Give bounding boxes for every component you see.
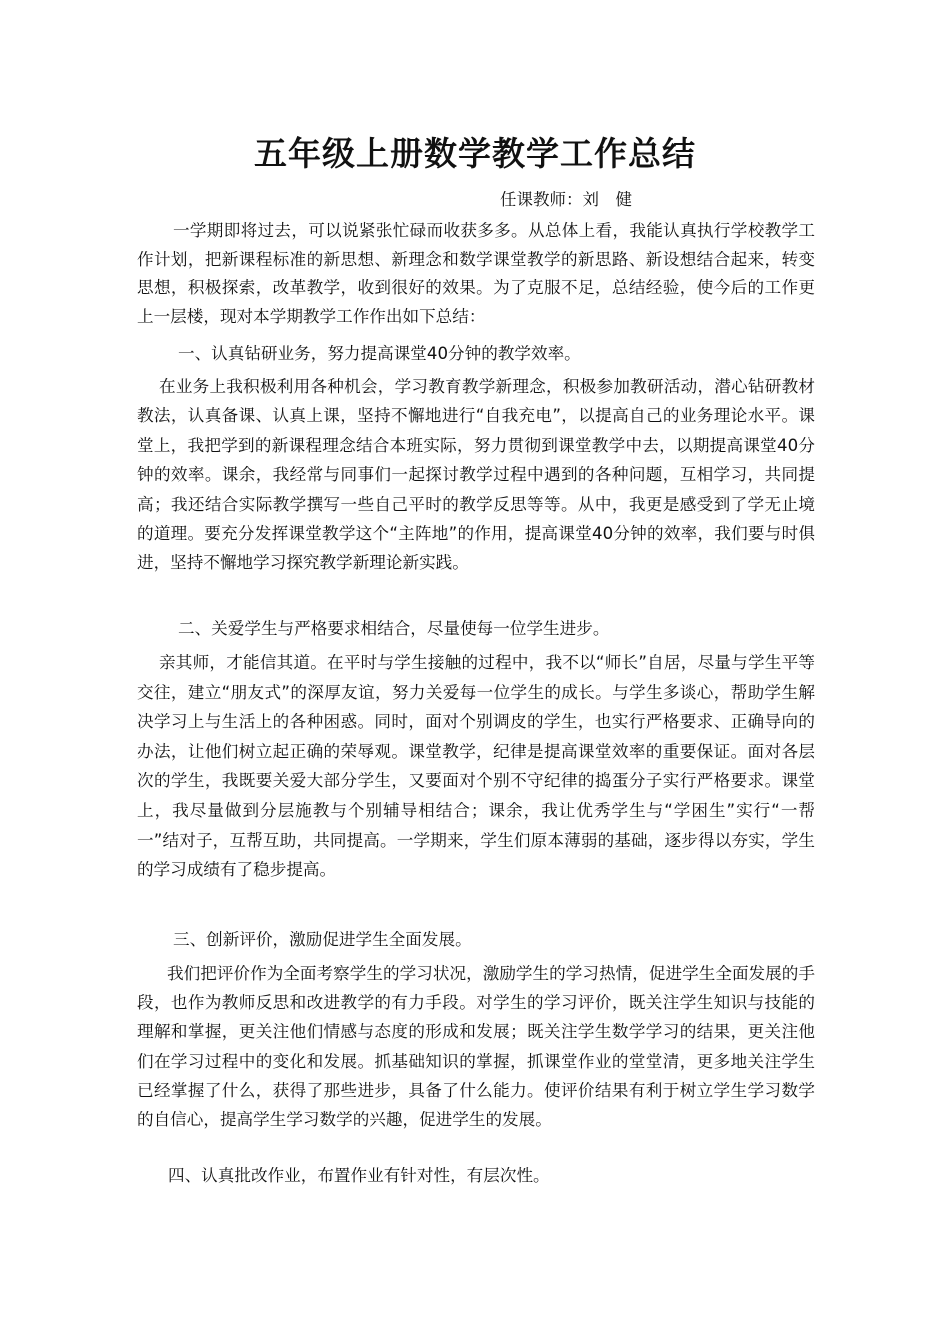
section-3-heading: 三、创新评价，激励促进学生全面发展。: [173, 930, 472, 949]
section-1-heading: 一、认真钻研业务，努力提高课堂40分钟的教学效率。: [178, 344, 581, 363]
section-2-heading: 二、关爱学生与严格要求相结合，尽量使每一位学生进步。: [178, 619, 610, 638]
section-1-body: 在业务上我积极利用各种机会，学习教育教学新理念，积极参加教研活动，潜心钻研教材教法，认真备课、认真上课，坚持不懈地进行“自我充电”，以提高自己的业务理论水平。课堂上，我把学到的新课程理念结合本班实际，努力贯彻到课堂教学中去，以期提高课堂40分钟的效率。课余，我经常与同事们一起探讨教学过程中遇到的各种问题，互相学习，共同提高；我还结合实际教学撰写一些自己平时的教学反思等等。从中，我更是感受到了学无止境的道理。要充分发挥课堂教学这个“主阵地”的作用，提高课堂40分钟的效率，我们要与时俱进，坚持不懈地学习探究教学新理论新实践。: [137, 377, 815, 573]
document-title: 五年级上册数学教学工作总结: [254, 134, 696, 173]
section-4-heading: 四、认真批改作业，布置作业有针对性，有层次性。: [168, 1166, 550, 1185]
section-2-body: 亲其师，才能信其道。在平时与学生接触的过程中，我不以“师长”自居，尽量与学生平等交往，建立“朋友式”的深厚友谊，努力关爱每一位学生的成长。与学生多谈心，帮助学生解决学习上与生活上的各种困惑。同时，面对个别调皮的学生，也实行严格要求、正确导向的办法，让他们树立起正确的荣辱观。课堂教学，纪律是提高课堂效率的重要保证。面对各层次的学生，我既要关爱大部分学生，又要面对个别不守纪律的捣蛋分子实行严格要求。课堂上，我尽量做到分层施教与个别辅导相结合；课余，我让优秀学生与“学困生”实行“一帮一”结对子，互帮互助，共同提高。一学期来，学生们原本薄弱的基础，逐步得以夯实，学生的学习成绩有了稳步提高。: [137, 653, 815, 880]
section-3-body: 我们把评价作为全面考察学生的学习状况，激励学生的学习热情，促进学生全面发展的手段，也作为教师反思和改进教学的有力手段。对学生的学习评价，既关注学生知识与技能的理解和掌握，更关注他们情感与态度的形成和发展；既关注学生数学学习的结果，更关注他们在学习过程中的变化和发展。抓基础知识的掌握，抓课堂作业的堂堂清，更多地关注学生已经掌握了什么，获得了那些进步，具备了什么能力。使评价结果有利于树立学生学习数学的自信心，提高学生学习数学的兴趣，促进学生的发展。: [137, 964, 815, 1130]
intro-paragraph: 一学期即将过去，可以说紧张忙碌而收获多多。从总体上看，我能认真执行学校教学工作计划，把新课程标准的新思想、新理念和数学课堂教学的新思路、新设想结合起来，转变思想，积极探索，改革教学，收到很好的效果。为了克服不足，总结经验，使今后的工作更上一层楼，现对本学期教学工作作出如下总结：: [137, 221, 815, 326]
teacher-line: 任课教师：刘 健: [500, 190, 632, 209]
